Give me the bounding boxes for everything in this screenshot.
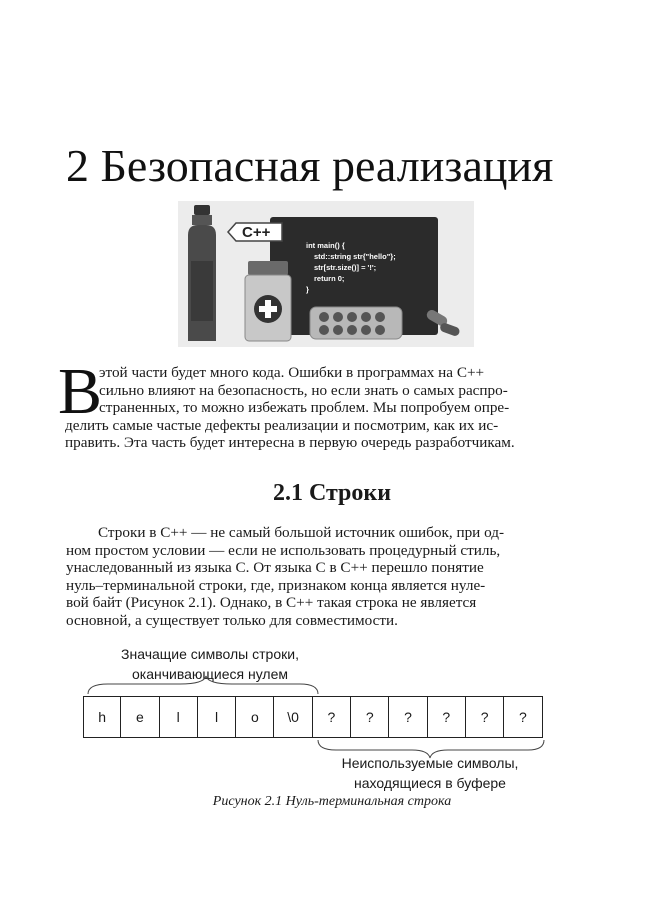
figure-label-line: Значащие символы строки,	[121, 646, 299, 662]
paragraph-line: Строки в C++ — не самый большой источник ошибок, при од-	[98, 524, 505, 541]
paragraph-line: страненных, то можно избежать проблем. Мы попробуем опре-	[99, 399, 510, 417]
chapter-title: 2 Безопасная реализация	[66, 140, 554, 191]
code-line: }	[306, 285, 309, 294]
paragraph-line: основной, а существует только для совместимости.	[66, 611, 398, 629]
buffer-cell: e	[121, 696, 159, 738]
intro-paragraph	[65, 364, 617, 452]
buffer-cell: o	[236, 696, 274, 738]
buffer-cell: ?	[313, 696, 351, 738]
buffer-cell: h	[83, 696, 121, 738]
paragraph-line: править. Эта часть будет интересна в первую очередь разработчикам.	[65, 434, 515, 452]
buffer-cell: l	[160, 696, 198, 738]
string-buffer	[83, 696, 543, 738]
figure-caption: Рисунок 2.1 Нуль-терминальная строка	[212, 794, 452, 809]
paragraph-line: ном простом условии — если не использовать процедурный стиль,	[66, 541, 501, 559]
code-line: return 0;	[314, 274, 345, 283]
blister-pack-icon	[310, 307, 402, 339]
buffer-cell: l	[198, 696, 236, 738]
figure-label-line: оканчивающиеся нулем	[131, 666, 289, 682]
code-line: std::string str{"hello"};	[314, 252, 396, 261]
paragraph-line: нуль–терминальной строки, где, признаком конца является нуле-	[66, 576, 486, 594]
paragraph-line: вой байт (Рисунок 2.1). Однако, в C++ такая строка не является	[66, 594, 477, 612]
figure-label-line: находящиеся в буфере	[354, 775, 506, 791]
paragraph-line: этой части будет много кода. Ошибки в программах на C++	[99, 364, 485, 381]
code-line: str[str.size()] = '!';	[314, 263, 377, 272]
figure-label-significant	[100, 644, 320, 684]
paragraph-line: сильно влияют на безопасность, но если знать о самых распро-	[99, 381, 508, 399]
figure-label-unused	[300, 753, 560, 793]
figure-label-line: Неиспользуемые символы,	[341, 755, 519, 771]
body-paragraph	[66, 524, 617, 630]
paragraph-line: унаследованный из языка C. От языка C в C++ перешло понятие	[66, 559, 484, 577]
cpp-tag-label: C++	[242, 224, 271, 241]
section-title: 2.1 Строки	[272, 480, 392, 506]
buffer-cell: ?	[389, 696, 427, 738]
pill-jar-icon	[245, 261, 291, 341]
buffer-cell: ?	[504, 696, 542, 738]
buffer-cell: \0	[274, 696, 312, 738]
code-line: int main() {	[306, 241, 345, 250]
paragraph-line: делить самые частые дефекты реализации и посмотрим, как их ис-	[65, 416, 499, 434]
buffer-cell: ?	[351, 696, 389, 738]
hero-illustration	[178, 201, 474, 347]
buffer-cell: ?	[428, 696, 466, 738]
buffer-cell: ?	[466, 696, 504, 738]
drop-cap: В	[58, 355, 103, 428]
